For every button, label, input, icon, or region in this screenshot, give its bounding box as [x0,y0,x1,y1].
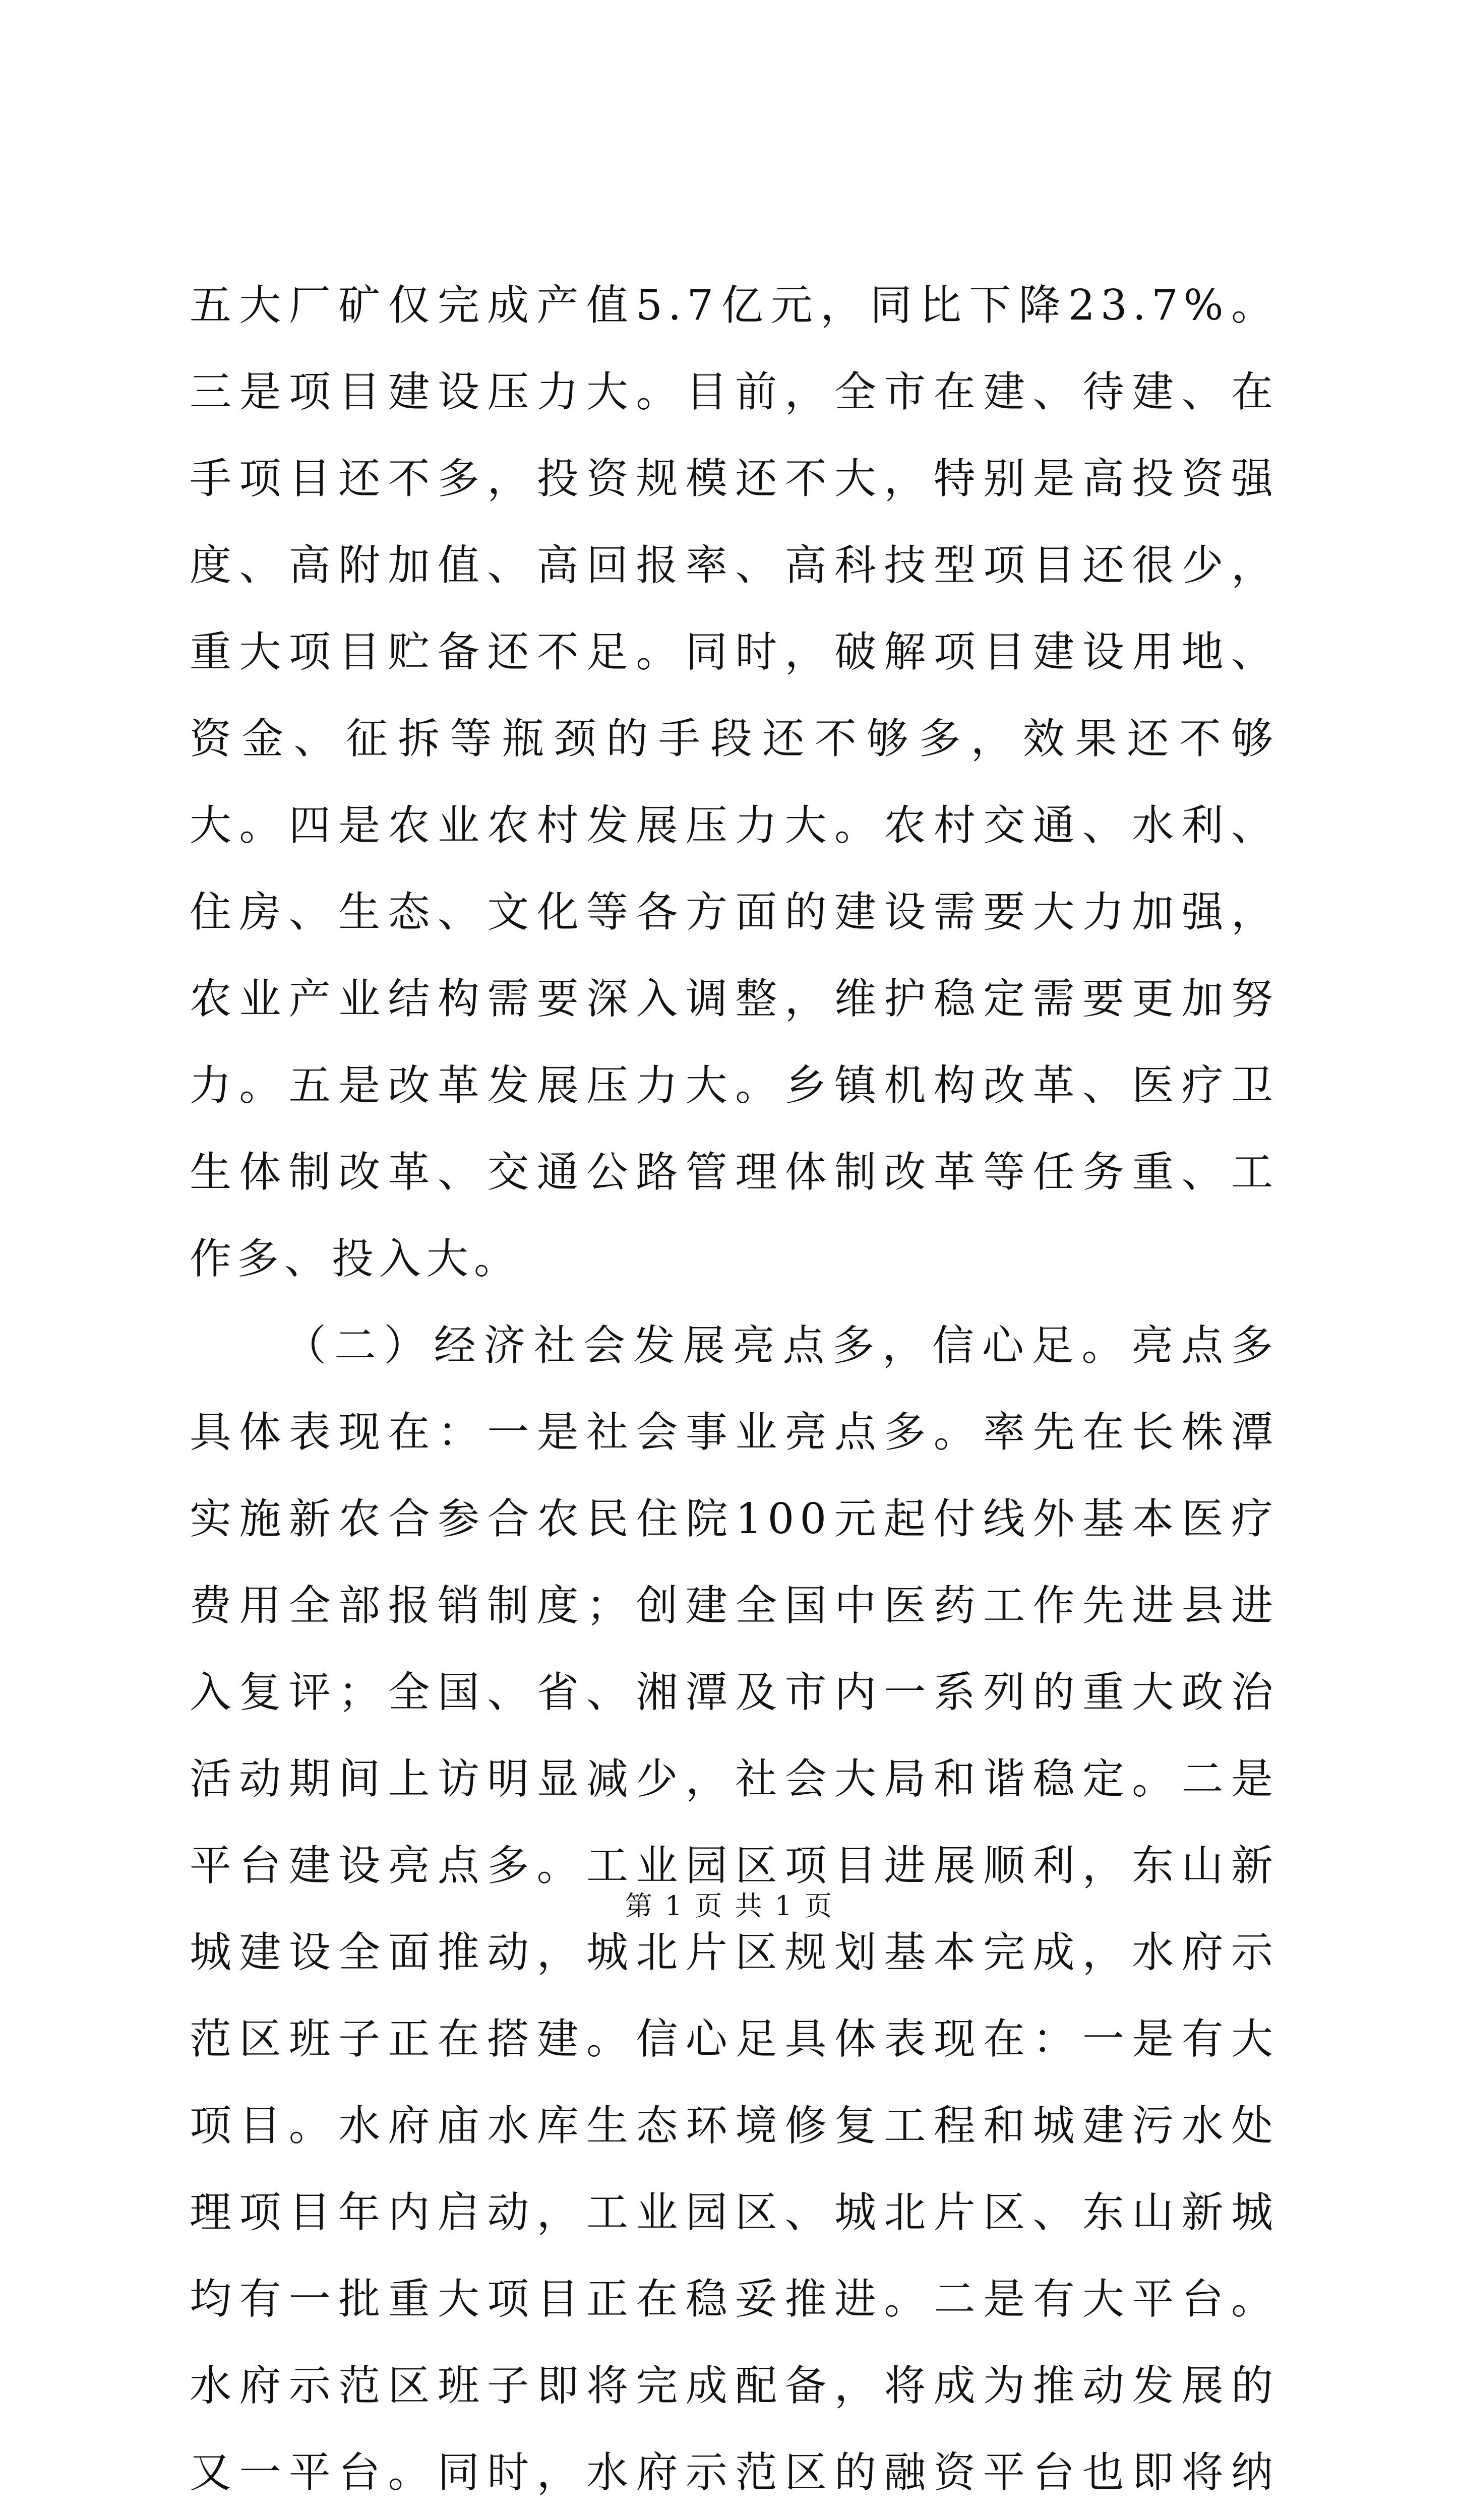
document-body [190,262,1279,2520]
paragraph-pressure-continued: 五大厂矿仅完成产值5.7亿元，同比下降23.7%。三是项目建设压力大。目前，全市在建、待建、在手项目还不多，投资规模还不大，特别是高投资强度、高附加值、高回报率、高科技型项目还很少，重大项目贮备还不足。同时，破解项目建设用地、资金、征拆等瓶颈的手段还不够多，效果还不够大。四是农业农村发展压力大。农村交通、水利、住房、生态、文化等各方面的建设需要大力加强，农业产业结构需要深入调整，维护稳定需要更加努力。五是改革发展压力大。乡镇机构改革、医疗卫生体制改革、交通公路管理体制改革等任务重、工作多、投入大。 [190,281,1279,1283]
paragraph-highlights-confidence: （二）经济社会发展亮点多，信心足。亮点多具体表现在：一是社会事业亮点多。率先在长株潭实施新农合参合农民住院100元起付线外基本医疗费用全部报销制度；创建全国中医药工作先进县进入复评；全国、省、湘潭及市内一系列的重大政治活动期间上访明显减少，社会大局和谐稳定。二是平台建设亮点多。工业园区项目进展顺利，东山新城建设全面推动，城北片区规划基本完成，水府示范区班子正在搭建。信心足具体表现在：一是有大项目。水府庙水库生态环境修复工程和城建污水处理项目年内启动，工业园区、城北片区、东山新城均有一批重大项目正在稳妥推进。二是有大平台。水府示范区班子即将完成配备，将成为推动发展的又一平台。同时，水府示范区的融资平台也即将纳 [190,1321,1279,2497]
page-footer: 第 1 页 共 1 页 [625,1890,834,1922]
